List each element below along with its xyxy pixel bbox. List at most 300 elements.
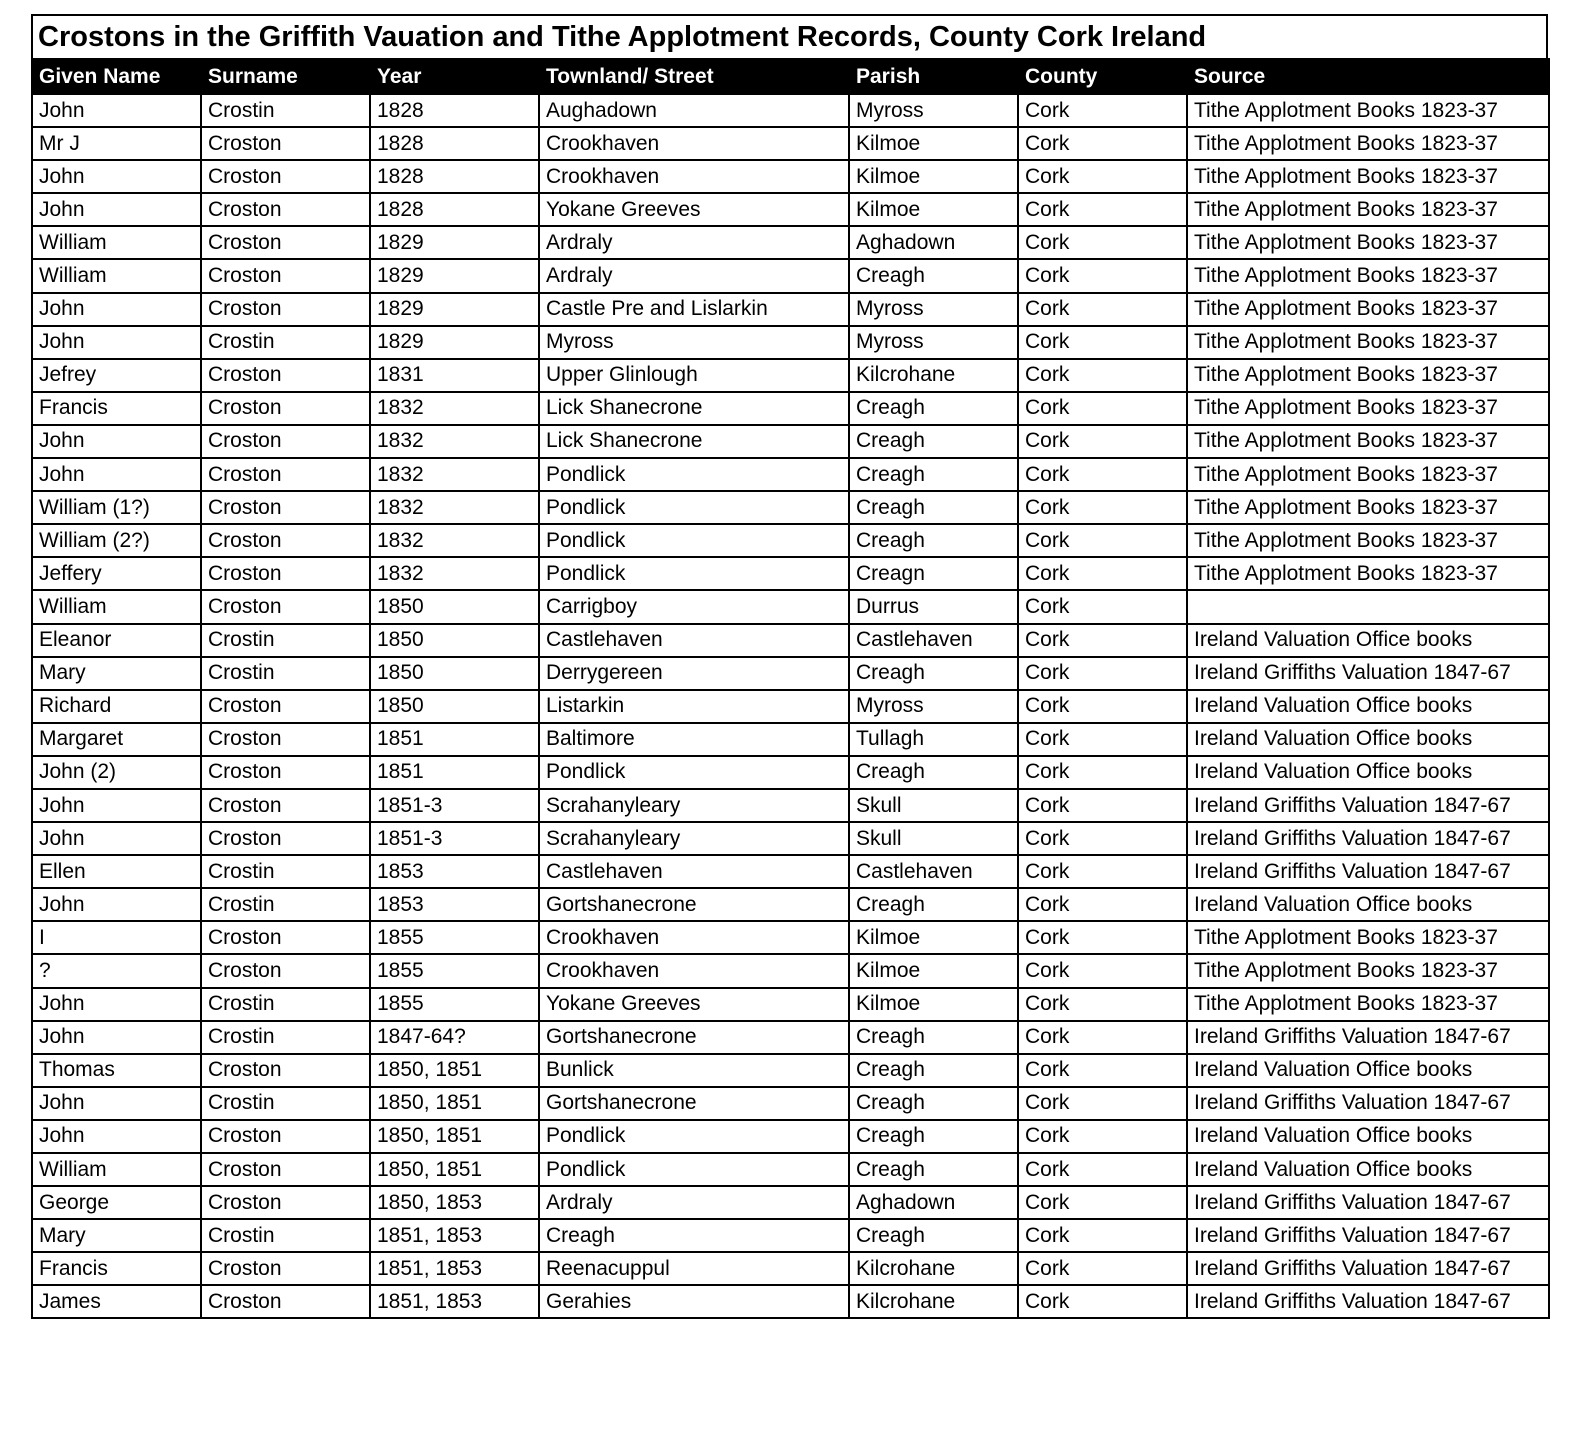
surname-cell: Croston <box>201 954 370 987</box>
parish-cell: Myross <box>849 293 1018 326</box>
parish-cell: Creagh <box>849 458 1018 491</box>
given-name-cell: John <box>32 425 201 458</box>
given-name-cell: John <box>32 1087 201 1120</box>
source-cell: Tithe Applotment Books 1823-37 <box>1187 954 1549 987</box>
townland-cell: Aughadown <box>539 94 849 127</box>
county-cell: Cork <box>1018 293 1187 326</box>
townland-cell: Pondlick <box>539 1153 849 1186</box>
surname-cell: Croston <box>201 1153 370 1186</box>
table-row <box>32 259 1549 292</box>
surname-cell: Crostin <box>201 94 370 127</box>
source-cell: Ireland Griffiths Valuation 1847-67 <box>1187 855 1549 888</box>
source-cell: Ireland Griffiths Valuation 1847-67 <box>1187 1252 1549 1285</box>
column-header-year: Year <box>370 59 539 94</box>
surname-cell: Croston <box>201 259 370 292</box>
table-row <box>32 723 1549 756</box>
townland-cell: Gortshanecrone <box>539 1021 849 1054</box>
given-name-cell: John <box>32 1021 201 1054</box>
townland-cell: Lick Shanecrone <box>539 392 849 425</box>
year-cell: 1850, 1851 <box>370 1153 539 1186</box>
county-cell: Cork <box>1018 94 1187 127</box>
parish-cell: Kilmoe <box>849 160 1018 193</box>
records-body <box>32 94 1549 1318</box>
source-cell: Ireland Valuation Office books <box>1187 1054 1549 1087</box>
parish-cell: Kilmoe <box>849 127 1018 160</box>
table-row <box>32 1186 1549 1219</box>
year-cell: 1832 <box>370 557 539 590</box>
given-name-cell: William (2?) <box>32 524 201 557</box>
surname-cell: Croston <box>201 293 370 326</box>
given-name-cell: John <box>32 458 201 491</box>
townland-cell: Scrahanyleary <box>539 822 849 855</box>
year-cell: 1832 <box>370 458 539 491</box>
parish-cell: Creagh <box>849 524 1018 557</box>
county-cell: Cork <box>1018 226 1187 259</box>
parish-cell: Myross <box>849 326 1018 359</box>
column-header-given-name: Given Name <box>32 59 201 94</box>
county-cell: Cork <box>1018 425 1187 458</box>
year-cell: 1851, 1853 <box>370 1252 539 1285</box>
parish-cell: Castlehaven <box>849 624 1018 657</box>
given-name-cell: Ellen <box>32 855 201 888</box>
given-name-cell: Margaret <box>32 723 201 756</box>
year-cell: 1850, 1853 <box>370 1186 539 1219</box>
parish-cell: Myross <box>849 94 1018 127</box>
parish-cell: Castlehaven <box>849 855 1018 888</box>
townland-cell: Ardraly <box>539 226 849 259</box>
surname-cell: Croston <box>201 491 370 524</box>
townland-cell: Lick Shanecrone <box>539 425 849 458</box>
given-name-cell: Francis <box>32 1252 201 1285</box>
given-name-cell: James <box>32 1285 201 1318</box>
county-cell: Cork <box>1018 789 1187 822</box>
townland-cell: Crookhaven <box>539 160 849 193</box>
county-cell: Cork <box>1018 127 1187 160</box>
source-cell: Ireland Valuation Office books <box>1187 756 1549 789</box>
parish-cell: Creagn <box>849 557 1018 590</box>
parish-cell: Creagh <box>849 1120 1018 1153</box>
given-name-cell: John <box>32 94 201 127</box>
given-name-cell: Jeffery <box>32 557 201 590</box>
year-cell: 1850 <box>370 590 539 623</box>
surname-cell: Croston <box>201 193 370 226</box>
parish-cell: Tullagh <box>849 723 1018 756</box>
year-cell: 1829 <box>370 226 539 259</box>
source-cell: Tithe Applotment Books 1823-37 <box>1187 326 1549 359</box>
county-cell: Cork <box>1018 193 1187 226</box>
table-row <box>32 94 1549 127</box>
county-cell: Cork <box>1018 1285 1187 1318</box>
table-row <box>32 491 1549 524</box>
parish-cell: Creagh <box>849 1219 1018 1252</box>
table-row <box>32 1252 1549 1285</box>
given-name-cell: John <box>32 160 201 193</box>
townland-cell: Pondlick <box>539 491 849 524</box>
given-name-cell: William <box>32 590 201 623</box>
given-name-cell: William <box>32 226 201 259</box>
county-cell: Cork <box>1018 1087 1187 1120</box>
year-cell: 1851, 1853 <box>370 1285 539 1318</box>
parish-cell: Creagh <box>849 756 1018 789</box>
parish-cell: Kilmoe <box>849 988 1018 1021</box>
table-row <box>32 888 1549 921</box>
county-cell: Cork <box>1018 590 1187 623</box>
townland-cell: Castle Pre and Lislarkin <box>539 293 849 326</box>
parish-cell: Kilmoe <box>849 921 1018 954</box>
county-cell: Cork <box>1018 756 1187 789</box>
table-row <box>32 590 1549 623</box>
surname-cell: Croston <box>201 756 370 789</box>
source-cell: Tithe Applotment Books 1823-37 <box>1187 226 1549 259</box>
given-name-cell: Richard <box>32 690 201 723</box>
source-cell: Tithe Applotment Books 1823-37 <box>1187 193 1549 226</box>
year-cell: 1829 <box>370 326 539 359</box>
parish-cell: Creagh <box>849 491 1018 524</box>
given-name-cell: Mr J <box>32 127 201 160</box>
source-cell: Tithe Applotment Books 1823-37 <box>1187 524 1549 557</box>
column-header-county: County <box>1018 59 1187 94</box>
header-row <box>32 59 1549 94</box>
townland-cell: Crookhaven <box>539 921 849 954</box>
townland-cell: Crookhaven <box>539 127 849 160</box>
year-cell: 1832 <box>370 392 539 425</box>
given-name-cell: ? <box>32 954 201 987</box>
townland-cell: Crookhaven <box>539 954 849 987</box>
townland-cell: Derrygereen <box>539 657 849 690</box>
source-cell: Tithe Applotment Books 1823-37 <box>1187 293 1549 326</box>
table-row <box>32 193 1549 226</box>
year-cell: 1851, 1853 <box>370 1219 539 1252</box>
year-cell: 1828 <box>370 193 539 226</box>
parish-cell: Creagh <box>849 1054 1018 1087</box>
table-row <box>32 690 1549 723</box>
surname-cell: Crostin <box>201 1087 370 1120</box>
source-cell: Ireland Griffiths Valuation 1847-67 <box>1187 822 1549 855</box>
table-row <box>32 557 1549 590</box>
table-row <box>32 657 1549 690</box>
table-row <box>32 954 1549 987</box>
source-cell: Ireland Griffiths Valuation 1847-67 <box>1187 789 1549 822</box>
county-cell: Cork <box>1018 657 1187 690</box>
parish-cell: Creagh <box>849 888 1018 921</box>
parish-cell: Skull <box>849 822 1018 855</box>
year-cell: 1853 <box>370 888 539 921</box>
parish-cell: Creagh <box>849 392 1018 425</box>
year-cell: 1855 <box>370 988 539 1021</box>
county-cell: Cork <box>1018 624 1187 657</box>
parish-cell: Kilmoe <box>849 954 1018 987</box>
table-row <box>32 756 1549 789</box>
townland-cell: Creagh <box>539 1219 849 1252</box>
given-name-cell: John (2) <box>32 756 201 789</box>
table-row <box>32 1021 1549 1054</box>
townland-cell: Pondlick <box>539 458 849 491</box>
given-name-cell: Mary <box>32 657 201 690</box>
surname-cell: Croston <box>201 226 370 259</box>
townland-cell: Pondlick <box>539 524 849 557</box>
year-cell: 1851 <box>370 723 539 756</box>
surname-cell: Croston <box>201 359 370 392</box>
records-sheet <box>31 14 1548 1319</box>
table-row <box>32 359 1549 392</box>
surname-cell: Croston <box>201 690 370 723</box>
townland-cell: Baltimore <box>539 723 849 756</box>
county-cell: Cork <box>1018 326 1187 359</box>
table-row <box>32 392 1549 425</box>
parish-cell: Kilcrohane <box>849 359 1018 392</box>
surname-cell: Croston <box>201 425 370 458</box>
year-cell: 1850, 1851 <box>370 1087 539 1120</box>
year-cell: 1855 <box>370 921 539 954</box>
given-name-cell: John <box>32 1120 201 1153</box>
parish-cell: Creagh <box>849 1087 1018 1120</box>
townland-cell: Listarkin <box>539 690 849 723</box>
given-name-cell: Francis <box>32 392 201 425</box>
parish-cell: Durrus <box>849 590 1018 623</box>
year-cell: 1850 <box>370 690 539 723</box>
source-cell: Ireland Griffiths Valuation 1847-67 <box>1187 1285 1549 1318</box>
county-cell: Cork <box>1018 1120 1187 1153</box>
townland-cell: Castlehaven <box>539 624 849 657</box>
source-cell: Ireland Griffiths Valuation 1847-67 <box>1187 1087 1549 1120</box>
year-cell: 1829 <box>370 293 539 326</box>
surname-cell: Croston <box>201 557 370 590</box>
table-row <box>32 1219 1549 1252</box>
parish-cell: Creagh <box>849 1021 1018 1054</box>
surname-cell: Crostin <box>201 624 370 657</box>
given-name-cell: I <box>32 921 201 954</box>
surname-cell: Croston <box>201 1054 370 1087</box>
table-row <box>32 1054 1549 1087</box>
year-cell: 1851-3 <box>370 822 539 855</box>
table-row <box>32 160 1549 193</box>
given-name-cell: John <box>32 822 201 855</box>
county-cell: Cork <box>1018 723 1187 756</box>
given-name-cell: Thomas <box>32 1054 201 1087</box>
surname-cell: Crostin <box>201 988 370 1021</box>
townland-cell: Pondlick <box>539 557 849 590</box>
table-row <box>32 1087 1549 1120</box>
given-name-cell: John <box>32 193 201 226</box>
table-row <box>32 226 1549 259</box>
surname-cell: Croston <box>201 921 370 954</box>
surname-cell: Croston <box>201 392 370 425</box>
surname-cell: Croston <box>201 1120 370 1153</box>
surname-cell: Croston <box>201 160 370 193</box>
surname-cell: Croston <box>201 1285 370 1318</box>
county-cell: Cork <box>1018 690 1187 723</box>
townland-cell: Myross <box>539 326 849 359</box>
surname-cell: Croston <box>201 127 370 160</box>
parish-cell: Aghadown <box>849 1186 1018 1219</box>
column-header-surname: Surname <box>201 59 370 94</box>
county-cell: Cork <box>1018 921 1187 954</box>
source-cell: Ireland Valuation Office books <box>1187 1153 1549 1186</box>
county-cell: Cork <box>1018 160 1187 193</box>
county-cell: Cork <box>1018 524 1187 557</box>
given-name-cell: John <box>32 293 201 326</box>
surname-cell: Croston <box>201 822 370 855</box>
source-cell: Tithe Applotment Books 1823-37 <box>1187 94 1549 127</box>
table-row <box>32 326 1549 359</box>
given-name-cell: William (1?) <box>32 491 201 524</box>
surname-cell: Croston <box>201 458 370 491</box>
county-cell: Cork <box>1018 392 1187 425</box>
column-header-townland: Townland/ Street <box>539 59 849 94</box>
year-cell: 1829 <box>370 259 539 292</box>
given-name-cell: William <box>32 1153 201 1186</box>
surname-cell: Croston <box>201 590 370 623</box>
source-cell: Ireland Griffiths Valuation 1847-67 <box>1187 657 1549 690</box>
records-table <box>31 58 1550 1319</box>
source-cell: Ireland Valuation Office books <box>1187 888 1549 921</box>
source-cell: Ireland Valuation Office books <box>1187 1120 1549 1153</box>
source-cell: Tithe Applotment Books 1823-37 <box>1187 160 1549 193</box>
year-cell: 1850, 1851 <box>370 1054 539 1087</box>
townland-cell: Pondlick <box>539 756 849 789</box>
townland-cell: Castlehaven <box>539 855 849 888</box>
table-row <box>32 293 1549 326</box>
table-row <box>32 624 1549 657</box>
source-cell: Tithe Applotment Books 1823-37 <box>1187 557 1549 590</box>
county-cell: Cork <box>1018 855 1187 888</box>
parish-cell: Creagh <box>849 657 1018 690</box>
year-cell: 1828 <box>370 160 539 193</box>
table-row <box>32 921 1549 954</box>
column-header-source: Source <box>1187 59 1549 94</box>
townland-cell: Ardraly <box>539 259 849 292</box>
county-cell: Cork <box>1018 1054 1187 1087</box>
county-cell: Cork <box>1018 1252 1187 1285</box>
townland-cell: Gortshanecrone <box>539 1087 849 1120</box>
townland-cell: Reenacuppul <box>539 1252 849 1285</box>
year-cell: 1828 <box>370 127 539 160</box>
year-cell: 1832 <box>370 524 539 557</box>
surname-cell: Croston <box>201 1252 370 1285</box>
year-cell: 1850 <box>370 624 539 657</box>
surname-cell: Crostin <box>201 1219 370 1252</box>
year-cell: 1847-64? <box>370 1021 539 1054</box>
source-cell: Ireland Valuation Office books <box>1187 624 1549 657</box>
parish-cell: Creagh <box>849 425 1018 458</box>
townland-cell: Pondlick <box>539 1120 849 1153</box>
source-cell: Ireland Griffiths Valuation 1847-67 <box>1187 1021 1549 1054</box>
given-name-cell: John <box>32 888 201 921</box>
year-cell: 1832 <box>370 425 539 458</box>
given-name-cell: Eleanor <box>32 624 201 657</box>
source-cell: Ireland Valuation Office books <box>1187 690 1549 723</box>
given-name-cell: John <box>32 326 201 359</box>
given-name-cell: Jefrey <box>32 359 201 392</box>
townland-cell: Yokane Greeves <box>539 193 849 226</box>
given-name-cell: William <box>32 259 201 292</box>
townland-cell: Bunlick <box>539 1054 849 1087</box>
parish-cell: Aghadown <box>849 226 1018 259</box>
townland-cell: Ardraly <box>539 1186 849 1219</box>
parish-cell: Kilcrohane <box>849 1285 1018 1318</box>
table-row <box>32 822 1549 855</box>
county-cell: Cork <box>1018 954 1187 987</box>
source-cell: Ireland Griffiths Valuation 1847-67 <box>1187 1219 1549 1252</box>
table-row <box>32 789 1549 822</box>
parish-cell: Creagh <box>849 1153 1018 1186</box>
source-cell: Ireland Valuation Office books <box>1187 723 1549 756</box>
surname-cell: Crostin <box>201 657 370 690</box>
county-cell: Cork <box>1018 259 1187 292</box>
parish-cell: Creagh <box>849 259 1018 292</box>
source-cell: Tithe Applotment Books 1823-37 <box>1187 359 1549 392</box>
surname-cell: Croston <box>201 1186 370 1219</box>
county-cell: Cork <box>1018 1021 1187 1054</box>
source-cell: Tithe Applotment Books 1823-37 <box>1187 458 1549 491</box>
county-cell: Cork <box>1018 822 1187 855</box>
table-row <box>32 1153 1549 1186</box>
source-cell: Tithe Applotment Books 1823-37 <box>1187 425 1549 458</box>
county-cell: Cork <box>1018 988 1187 1021</box>
source-cell: Tithe Applotment Books 1823-37 <box>1187 921 1549 954</box>
year-cell: 1853 <box>370 855 539 888</box>
county-cell: Cork <box>1018 458 1187 491</box>
source-cell: Tithe Applotment Books 1823-37 <box>1187 392 1549 425</box>
table-row <box>32 855 1549 888</box>
county-cell: Cork <box>1018 1186 1187 1219</box>
surname-cell: Croston <box>201 789 370 822</box>
county-cell: Cork <box>1018 557 1187 590</box>
parish-cell: Kilmoe <box>849 193 1018 226</box>
table-row <box>32 1120 1549 1153</box>
surname-cell: Croston <box>201 524 370 557</box>
given-name-cell: Mary <box>32 1219 201 1252</box>
source-cell: Tithe Applotment Books 1823-37 <box>1187 259 1549 292</box>
county-cell: Cork <box>1018 1153 1187 1186</box>
table-row <box>32 127 1549 160</box>
surname-cell: Crostin <box>201 326 370 359</box>
table-row <box>32 425 1549 458</box>
source-cell <box>1187 590 1549 623</box>
county-cell: Cork <box>1018 1219 1187 1252</box>
townland-cell: Gerahies <box>539 1285 849 1318</box>
year-cell: 1850, 1851 <box>370 1120 539 1153</box>
surname-cell: Crostin <box>201 855 370 888</box>
parish-cell: Skull <box>849 789 1018 822</box>
given-name-cell: George <box>32 1186 201 1219</box>
year-cell: 1850 <box>370 657 539 690</box>
table-row <box>32 524 1549 557</box>
townland-cell: Yokane Greeves <box>539 988 849 1021</box>
year-cell: 1832 <box>370 491 539 524</box>
townland-cell: Upper Glinlough <box>539 359 849 392</box>
sheet-title: Crostons in the Griffith Vauation and Tithe Applotment Records, County Cork Ireland <box>31 14 1548 58</box>
surname-cell: Croston <box>201 723 370 756</box>
table-row <box>32 458 1549 491</box>
source-cell: Tithe Applotment Books 1823-37 <box>1187 491 1549 524</box>
table-row <box>32 988 1549 1021</box>
year-cell: 1831 <box>370 359 539 392</box>
year-cell: 1828 <box>370 94 539 127</box>
townland-cell: Scrahanyleary <box>539 789 849 822</box>
source-cell: Tithe Applotment Books 1823-37 <box>1187 127 1549 160</box>
surname-cell: Crostin <box>201 1021 370 1054</box>
county-cell: Cork <box>1018 888 1187 921</box>
parish-cell: Myross <box>849 690 1018 723</box>
year-cell: 1851-3 <box>370 789 539 822</box>
year-cell: 1851 <box>370 756 539 789</box>
townland-cell: Carrigboy <box>539 590 849 623</box>
county-cell: Cork <box>1018 359 1187 392</box>
source-cell: Ireland Griffiths Valuation 1847-67 <box>1187 1186 1549 1219</box>
given-name-cell: John <box>32 988 201 1021</box>
townland-cell: Gortshanecrone <box>539 888 849 921</box>
